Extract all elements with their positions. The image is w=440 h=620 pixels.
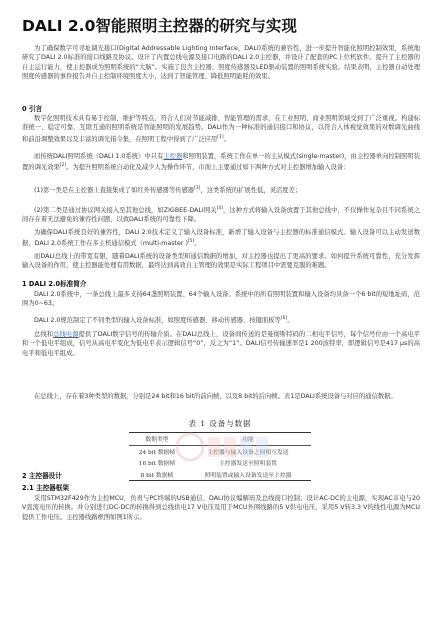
dali-paragraph-2: [22, 314, 420, 325]
table-header-cell: 数据类型: [129, 433, 185, 446]
table-row: [129, 469, 311, 481]
intro-p1-tail: 。: [223, 135, 230, 143]
citation-5[interactable]: [5]: [187, 239, 195, 245]
page-title: DALI 2.0智能照明主控器的研究与实现: [22, 17, 297, 35]
abstract-paragraph: 为了确保数字可寻址调光接口(Digital Addressable Lighting Interface，DALI)系统的兼容性，进一步提升智能化照明控制效果，系统地研究了DALI 2.0标准的接口线路及协议。设计了内置总线电源及接口电路的DALI 2.0主控器，并设计了配套的PC上位机软件。提升了主控器的自主运行能力，使主控器成为照明系统的“大脑”。实施了包含主控器、照度传感器及LED驱动装置的照明系统实验。结果表明，主控器自动处理照度传感器的事件报告并自主控制环境照度大小，达到了智能管理、降低照明能耗的效果。: [22, 45, 420, 80]
subsection-heading-framework: 2.1 主控器框架: [22, 484, 69, 492]
intro-paragraph-3: [22, 184, 420, 195]
dali-p3-text-a: 总线和: [34, 331, 54, 338]
section-heading-dali: 1 DALI 2.0标准简介: [22, 280, 87, 288]
controller-paragraph-1: 采用STM32F429作为主控MCU，负责与PC终端的USB通信、DALI协议编解码及总线接口控制；设计AC-DC的主电源，实现AC市电与20 V直流电压的转换。并分别进行DC-DC的转换得到总线供电17 V电压及用于MCU外围线路的5 V供电电压，采用5 V转3.3 V的线性电源为MCU提供工作电压。主控器线路框图如图1所示。: [22, 495, 420, 521]
section-heading-intro: 0 引言: [22, 105, 43, 113]
intro-paragraph-1: [22, 114, 420, 144]
dali-p2-tail: 。: [287, 317, 294, 325]
intro-p4-tail: ，这种方式将输入设备放置于其他总线中，不仅操作复杂且不同系统之间存在着无法避免的兼容性问题，以致DALI系统的可靠性下降。: [22, 207, 421, 224]
dali-paragraph-4: 在总线上，存在着3种类型的数据，分别是24 bit和16 bit的前向帧，以及8 bit的后向帧。表1是DALI系统设备与对应的通信数据。: [34, 393, 397, 400]
intro-p5-tail: 。: [194, 240, 201, 248]
table-row: [129, 445, 311, 457]
table-cell: 主控器与输入设备之间相互发送: [207, 449, 289, 456]
dali-paragraph-1: DALI 2.0系统中，一条总线上最多支持64盏照明装置、64个输入设备。系统中的所有照明装置和输入设备均具备一个6 bit的短地址码，范围为0~63。: [22, 291, 420, 308]
table-cell: 24 bit 数据帧: [138, 449, 176, 456]
intro-paragraph-6: 而DALI总线上的带宽有限，随着DALI系统的设备类型和通信数据的增加，对主控器也提出了更高的要求。如何提升系统可靠性，充分发挥输入设备的作用，使主控器能处理有用数据，最终达到高效自主管理的效果是实际工程项目中需要克服的难题。: [22, 253, 420, 270]
intro-p4-text: (2)第二类是通过协议网关接入至其他总线，如ZIGBEE-DALI网关: [34, 207, 217, 215]
intro-p1-text: 数字化照明技术具有易于控制、维护等特点，符合人们对节能减排、智能管理的需求，在工业照明、商业照明领域受到了广泛重视。构建标准统一、稳定可靠、互联互通的照明系统是智能照明的发展趋势。DALI作为一种标准的通信接口和协议，以符合人体视觉效果的对数调光曲线和前沿调整效果以及丰富的调光指令集，在照明工程中得到了广泛应用: [22, 115, 420, 143]
dali-paragraph-3: [22, 330, 420, 358]
table-caption: 表 1 设备与数据: [188, 419, 252, 428]
intro-p3-tail: ，这类系统的扩展性低，灵活度差；: [200, 187, 302, 195]
intro-p2-text-a: 而传统DALI照明系统（DALI 1.0系统）中只有: [34, 153, 164, 160]
citation-6[interactable]: [6]: [280, 316, 288, 321]
intro-paragraph-2: [22, 152, 420, 173]
intro-p2-text-c: 。为提升照明系统自动化及减少人为操作环节，市面上主要通过如下两种方式对主控器增加输入设备：: [66, 164, 350, 172]
citation-2[interactable]: [2]: [59, 163, 67, 169]
link-bus-power[interactable]: 总线电源: [53, 331, 79, 338]
dali-p3-text-b: 提供了DALI数字信号的传输介质。在DALI总线上，设备间传送的是曼彻斯特码的二相电平信号，每个信号位由一个高电平和一个低电平组成，信号从高电平变化为低电平表示逻辑信号“0”，反之为“1”。DALI信号传输速率是1 200波特率，即逻辑信号是417 μs的高电平和低电平组成。: [22, 331, 421, 357]
table-header-cell: 功能: [185, 433, 311, 446]
table-row: [129, 457, 311, 469]
device-data-table: [129, 432, 311, 481]
dali-p2-text: DALI 2.0规范制定了不同类型的输入设备标准，如照度传感器、移动传感器、按键面板等: [34, 317, 281, 325]
table-cell: 主控器发送至照明装置: [218, 461, 277, 468]
intro-paragraph-4: [22, 204, 420, 225]
table-cell: 照明装置或输入设备发送至主控器: [204, 473, 292, 480]
table-cell: 8 bit 数据帧: [140, 473, 174, 480]
citation-1[interactable]: [1]: [217, 134, 224, 140]
intro-p5-text: 为确保DALI系统良好的兼容性，DALI 2.0技术定义了输入设备标准，新增了输入设备与主控器的标准通信模式。输入设备可以主动发送数据，DALI 2.0系统工作在多主机通信模式（multi-master ): [22, 229, 420, 248]
link-main-controller[interactable]: 主控器: [163, 153, 183, 160]
table-header-row: [129, 433, 311, 446]
intro-p2-text-b: 和照明装置，系统工作在单一的主从模式(single-master)，由主控器单向控制照明装置的调光效果: [22, 153, 420, 172]
table-cell: 16 bit 数据帧: [138, 461, 176, 468]
section-heading-controller: 2 主控器设计: [22, 472, 62, 480]
intro-paragraph-5: [22, 228, 420, 249]
intro-p3-text: (1)第一类是在主控器上直接集成了如红外传感器等传感器: [34, 187, 195, 195]
citation-4[interactable]: [4]: [216, 206, 223, 211]
citation-3[interactable]: [3]: [194, 186, 201, 191]
